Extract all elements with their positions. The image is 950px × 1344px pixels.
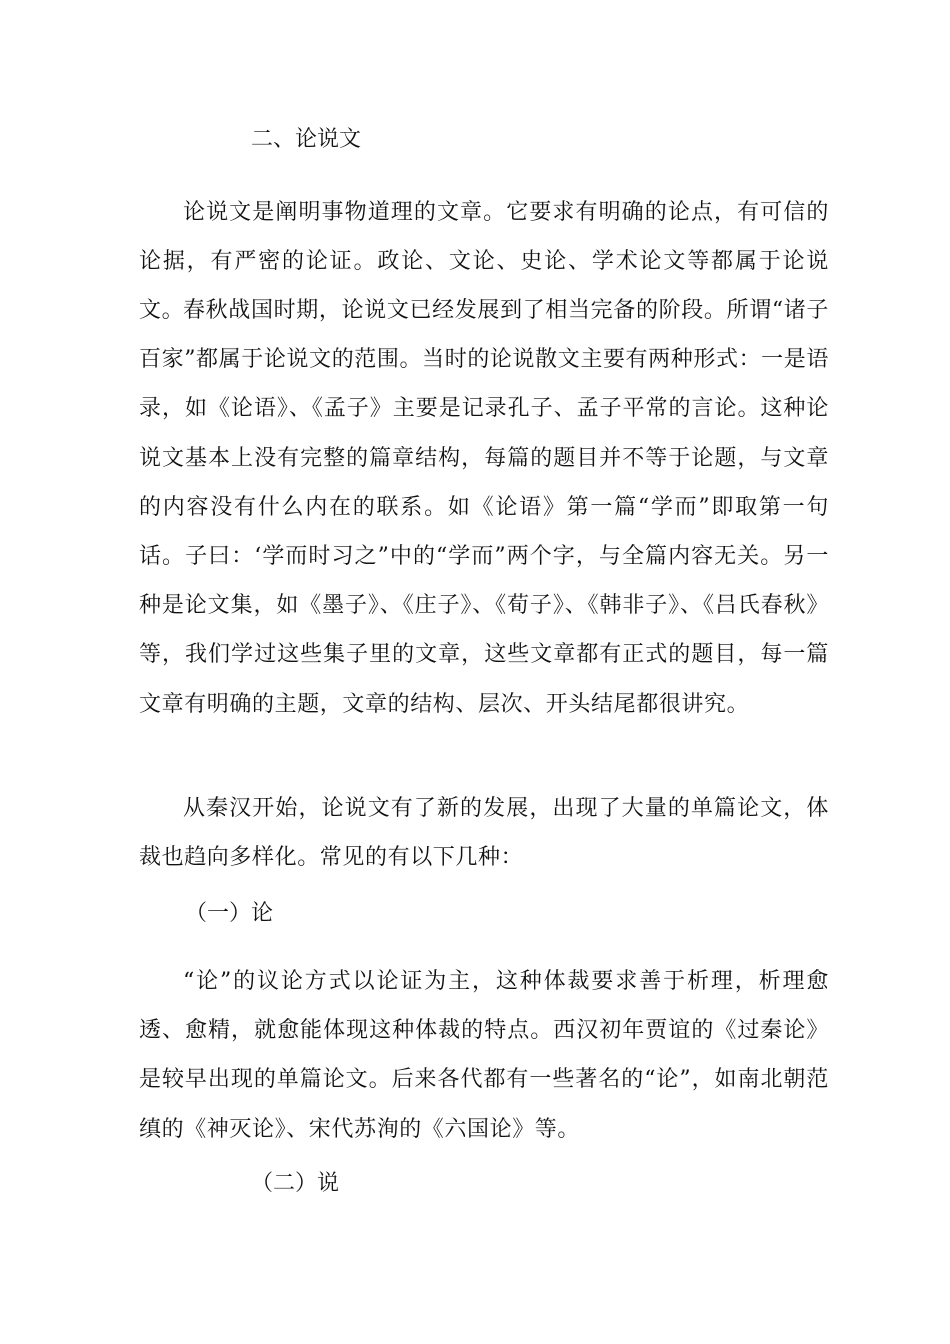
subsection-title-lun: （一）论 [185,901,274,926]
paragraph-lun: “论”的议论方式以论证为主，这种体裁要求善于析理，析理愈透、愈精，就愈能体现这种体裁的特点。西汉初年贾谊的《过秦论》是较早出现的单篇论文。后来各代都有一些著名的“论”，如南北朝范缜的《神灭论》、宋代苏洵的《六国论》等。 [139,969,829,1142]
paragraph-intro: 论说文是阐明事物道理的文章。它要求有明确的论点，有可信的论据，有严密的论证。政论、文论、史论、学术论文等都属于论说文。 [139,200,829,324]
paragraph-qinhan: 从秦汉开始，论说文有了新的发展，出现了大量的单篇论文，体裁也趋向多样化。常见的有以下几种： [139,796,829,871]
section-title: 二、论说文 [251,127,362,152]
subsection-title-shuo: （二）说 [251,1171,340,1196]
paragraph-history: 春秋战国时期，论说文已经发展到了相当完备的阶段。所谓“诸子百家”都属于论说文的范围。当时的论说散文主要有两种形式：一是语录，如《论语》、《孟子》主要是记录孔子、孟子平常的言论。这种论说文基本上没有完整的篇章结构，每篇的题目并不等于论题，与文章的内容没有什么内在的联系。如《论语》第一篇“学而”即取第一句话。子曰：‘学而时习之”中的“学而”两个字，与全篇内容无关。另一种是论文集，如《墨子》、《庄子》、《荀子》、《韩非子》、《吕氏春秋》等，我们学过这些集子里的文章，这些文章都有正式的题目，每一篇文章有明确的主题，文章的结构、层次、开头结尾都很讲究。 [139,298,829,717]
